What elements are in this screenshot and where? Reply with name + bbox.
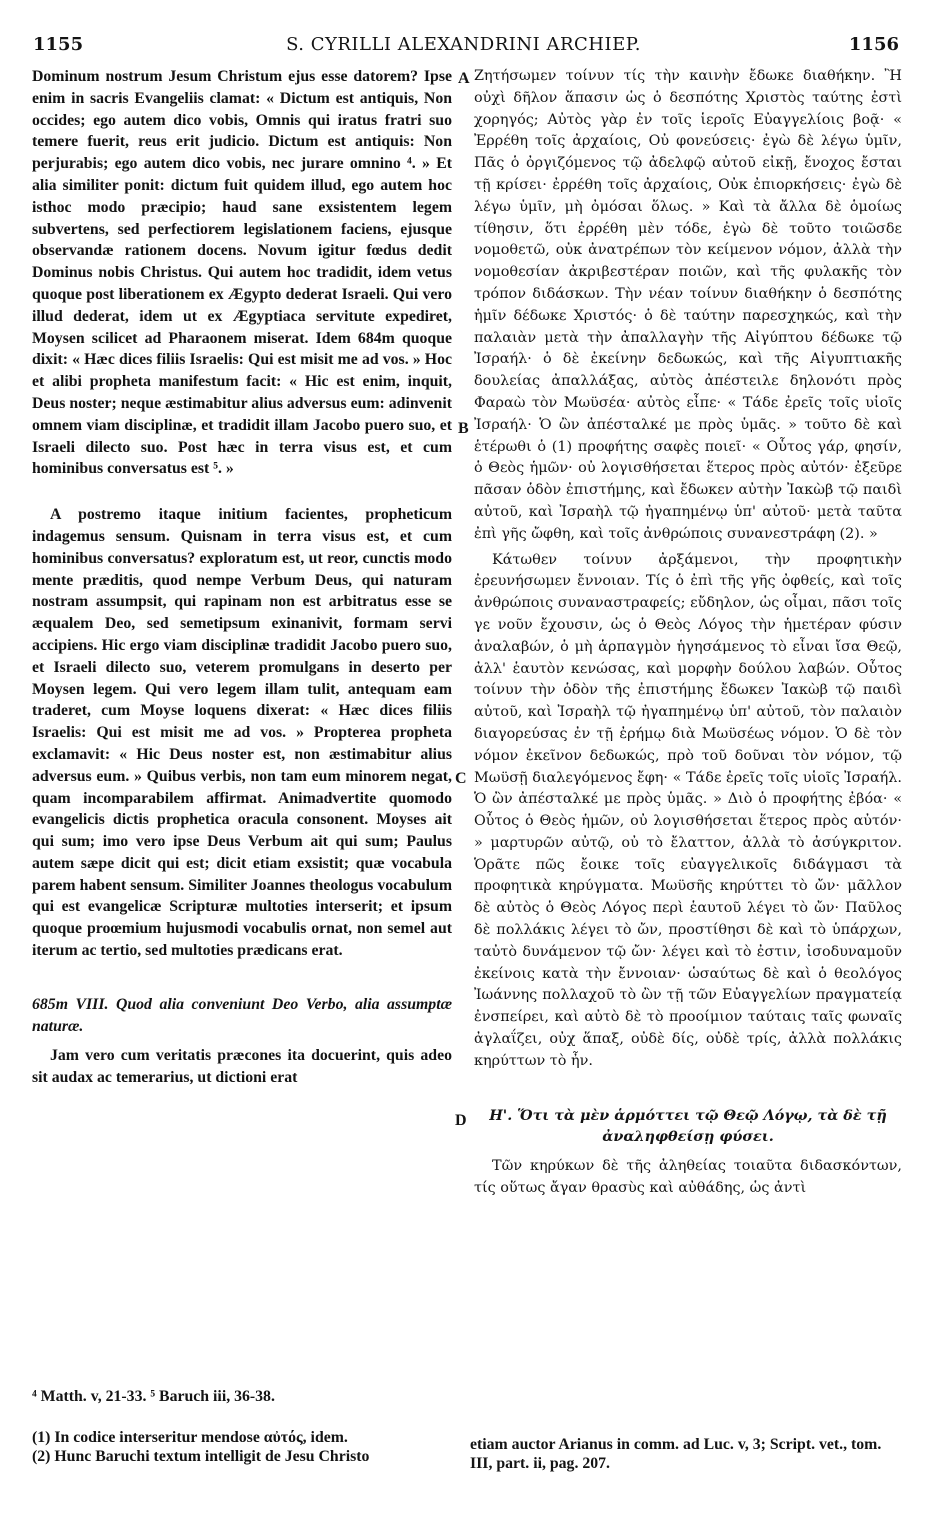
margin-letter-a: A	[458, 70, 470, 87]
greek-paragraph-1: Ζητήσωμεν τοίνυν τίς τὴν καινὴν ἔδωκε διαθήκην. Ἢ οὐχὶ δῆλον ἅπασιν ὡς ὁ δεσπότης Χριστὸς ταύτης ἐστὶ χορηγός; Αὐτὸς γὰρ ἐν τοῖς ἱεροῖς Εὐαγγελίοις βοᾷ· « Ἐρρέθη τοῖς ἀρχαίοις, Οὐ φονεύσεις· ἐγὼ δὲ λέγω ὑμῖν, Πᾶς ὁ ὀργιζόμενος τῷ ἀδελφῷ αὐτοῦ εἰκῇ, ἔνοχος ἔσται τῇ κρίσει· ἐρρέθη τοῖς ἀρχαίοις, Οὐκ ἐπιορκήσεις· ἐγὼ δὲ λέγω ὑμῖν, μὴ ὀμόσαι ὅλως. » Καὶ τὰ ἄλλα δὲ ὁμοίως τίθησιν, ὅτι ἐρρέθη μὲν τόδε, ἐγὼ δὲ τοῦτο τοιῶσδε νομοθετῶ, οὐκ ἀνατρέπων τὸν κείμενον νόμον, ἀλλὰ τὴν νομοθεσίαν ἀκριβεστέραν ποιῶν, καὶ τῆς φυλακῆς τὸν τρόπον διδάσκων. Τὴν νέαν τοίνυν διαθήκην ὁ δεσπότης ἡμῖν δέδωκε Χριστός· ὁ δὲ ταύτην παρεσχηκώς, καὶ τὴν παλαιὰν μετὰ τὴν ἀπαλλαγὴν τῆς Αἰγύπτου δέδωκε τῷ Ἰσραήλ· ὁ δὲ ἐκείνην δεδωκώς, καὶ τῆς Αἰγυπτιακῆς δουλείας ἀπαλλάξας, αὐτὸς ἀπέστειλε δηλονότι πρὸς Φαραὼ τὸν Μωϋσέα· αὐτὸς εἶπε· « Τάδε ἐρεῖς τοῖς υἱοῖς Ἰσραήλ· Ὁ ὢν ἀπέσταλκέ με πρὸς ὑμᾶς. » τοῦτο δὲ καὶ ἑτέρωθι ὁ (1) προφήτης σαφὲς ποιεῖ· « Οὗτος γάρ, φησίν, ὁ Θεὸς ἡμῶν· οὐ λογισθήσεται ἕτερος πρὸς αὐτόν· ἐξεῦρε πᾶσαν ὁδὸν ἐπιστήμης, καὶ ἔδωκεν αὐτὴν Ἰακὼβ τῷ παιδὶ αὐτοῦ, καὶ Ἰσραὴλ τῷ ἠγαπημένῳ ὑπ' αὐτοῦ· μετὰ ταῦτα ἐπὶ γῆς ὤφθη, καὶ τοῖς ἀνθρώποις συνανεστράφη (2). »	[474, 68, 902, 542]
scripture-references: ⁴ Matth. v, 21-33. ⁵ Baruch iii, 36-38.	[32, 1388, 275, 1405]
margin-letter-d: D	[455, 1112, 467, 1129]
footnote-2: (2) Hunc Baruchi textum intelligit de Jesu Christo	[32, 1448, 370, 1465]
greek-paragraph-3: Τῶν κηρύκων δὲ τῆς ἀληθείας τοιαῦτα διδασκόντων, τίς οὕτως ἄγαν θρασὺς καὶ αὐθάδης, ὡς ἀντὶ	[474, 1158, 902, 1197]
right-page-number: 1156	[848, 34, 899, 55]
greek-paragraph-2: Κάτωθεν τοίνυν ἀρξάμενοι, τὴν προφητικὴν ἐρευνήσωμεν ἔννοιαν. Τίς ὁ ἐπὶ τῆς γῆς ὀφθείς, καὶ τοῖς ἀνθρώποις συναναστραφείς; εὔδηλον, ὡς οἶμαι, πᾶσι τοῖς γε νοῦν ἔχουσιν, ὡς ὁ Θεὸς Λόγος τὴν ἡμετέραν φύσιν ἀναλαβών, ὁ μὴ ἁρπαγμὸν ἡγησάμενος τὸ εἶναι ἴσα Θεῷ, ἀλλ' ἑαυτὸν κενώσας, καὶ μορφὴν δούλου λαβών. Οὗτος τοίνυν τὴν ὁδὸν τῆς ἐπιστήμης ἔδωκεν Ἰακὼβ τῷ παιδὶ αὐτοῦ, καὶ Ἰσραὴλ τῷ ἠγαπημένῳ ὑπ' αὐτοῦ, τὸν παλαιὸν διαγορεύσας ἐν τῇ ἐρήμῳ διὰ Μωϋσέως νόμον. Ὁ δὲ τὸν νόμον ἐκεῖνον δεδωκώς, πρὸ τοῦ δοῦναι τὸν νόμον, τῷ Μωϋσῇ διαλεγόμενος ἔφη· « Τάδε ἐρεῖς τοῖς υἱοῖς Ἰσραήλ. Ὁ ὢν ἀπέσταλκέ με πρὸς ὑμᾶς. » Διὸ ὁ προφήτης ἐβόα· « Οὗτος ὁ Θεὸς ἡμῶν, οὐ λογισθήσεται ἕτερος πρὸς αὐτόν· » μαρτυρῶν αὐτῷ, οὐ τὸ ἔλαττον, ἀλλὰ τὸ ἀσύγκριτον. Ὁρᾶτε πῶς ἔοικε τοῖς εὐαγγελικοῖς διδάγμασι τὰ προφητικὰ κηρύγματα. Μωϋσῆς κηρύττει τὸ ὤν· μᾶλλον δὲ αὐτὸς ὁ Θεὸς Λόγος περὶ ἑαυτοῦ λέγει τὸ ὤν· Παῦλος δὲ πολλάκις λέγει τὸ ὤν, προστίθησι δὲ καὶ τὸ ὑπάρχων, ταὐτὸ δυνάμενον τῷ ὤν· λέγει καὶ τὸ ἐστιν, ἰσοδυναμοῦν ἐκείνοις κατὰ τὴν ἔννοιαν· ὡσαύτως δὲ καὶ ὁ θεολόγος Ἰωάννης πολλαχοῦ τὸ ὢν τῇ τῶν Εὐαγγελίων πραγματείᾳ ἐνσπείρει, καὶ αὐτὸ δὲ τὸ προοίμιον ταύταις ταῖς φωναῖς ἀγλαΐζει, οὐχ ἅπαξ, οὐδὲ δίς, οὐδὲ τρίς, ἀλλὰ πολλάκις κηρύττων τὸ ἦν.	[474, 551, 902, 1069]
greek-section-heading: Η'. Ὅτι τὰ μὲν ἁρμόττει τῷ Θεῷ Λόγῳ, τὰ δὲ τῇ ἀναληφθείσῃ φύσει.	[489, 1106, 887, 1146]
latin-section-heading: 685m VIII. Quod alia conveniunt Deo Verbo, alia assumptæ naturæ.	[32, 995, 452, 1035]
footnote-1: (1) In codice interseritur mendose αὐτός, idem.	[32, 1429, 348, 1446]
latin-paragraph-3: Jam vero cum veritatis præcones ita docuerint, quis adeo sit audax ac temerarius, ut dictioni erat	[32, 1047, 452, 1087]
margin-letter-b: B	[458, 420, 469, 437]
latin-paragraph-1: Dominum nostrum Jesum Christum ejus esse datorem? Ipse enim in sacris Evangeliis clamat: « Dictum est antiquis, Non occides; ego autem dico vobis, Omnis qui iratus fratri suo temere fuerit, reus erit judicio. Dictum est antiquis: Non perjurabis; ego autem dico vobis, nec jurare omnino ⁴. » Et alia similiter ponit: dictum fuit quidem illud, ego autem hoc isthoc modo præcipio; haud sane exsistentem legem subvertens, sed perfectiorem legislationem faciens, ejusque observandæ rationem docens. Novum igitur fœdus dedit Dominus nobis Christus. Qui autem hoc tradidit, idem vetus quoque post liberationem ex Ægypto dederat Israeli. Qui vero illud dederat, idem ut ex Ægyptiaca servitute expediret, Moysen scilicet ad Pharaonem miserat. Idem 684m quoque dixit: « Hæc dices filiis Israelis: Qui est misit me ad vos. » Hoc et alibi propheta manifestum facit: « Hic est enim, inquit, Deus noster; neque æstimabitur alius adversus eum: adinvenit omnem viam disciplinæ, et tradidit illam Jacobo puero suo, et Israeli dilecto suo. Post hæc in terra visus est, et cum hominibus conversatus est ⁵. »	[32, 68, 452, 478]
running-title: S. CYRILLI ALEXANDRINI ARCHIEP.	[286, 34, 641, 55]
latin-paragraph-2: A postremo itaque initium facientes, propheticum indagemus sensum. Quisnam in terra visus est, et cum hominibus conversatus? exploratum est, ut reor, cunctis modo mente præditis, quod nempe Verbum Deus, qui naturam nostram assumpsit, qui rapinam non est arbitratus esse se æqualem Deo, sed semetipsum exinanivit, formam servi accipiens. Hic ergo viam disciplinæ tradidit Jacobo puero suo, et Israeli dilecto suo, veterem promulgans in deserto per Moysen legem. Qui vero legem illam tulit, antequam eam traderet, cum Moyse loquens dixerat: « Hæc dices filiis Israelis: Qui est misit me ad vos. » Propterea propheta exclamavit: « Hic Deus noster est, non æstimabitur alius adversus eum. » Quibus verbis, non tam eum minorem negat, quam incomparabilem affirmat. Animadvertite quomodo evangelicis dictis prophetica oracula consonent. Moyses ait qui sum; imo vero ipse Deus Verbum ait qui sum; Paulus autem sæpe dicit qui est; dicit etiam exsistit; quæ vocabula parem habent sensum. Similiter Joannes theologus vocabulum qui est evangelicæ Scripturæ multoties interserit; et ipsum quoque proœmium hujusmodi vocabulis ornat, non semel aut iterum ac tertio, sed multoties prædicans erat.	[32, 506, 452, 960]
footnote-continuation: etiam auctor Arianus in comm. ad Luc. v, 3; Script. vet., tom. III, part. ii, pag. 207.	[470, 1436, 882, 1472]
greek-column	[474, 66, 902, 1200]
margin-letter-c: C	[455, 770, 467, 787]
left-page-number: 1155	[33, 34, 84, 55]
footnotes	[32, 1388, 452, 1466]
latin-column	[32, 66, 452, 1089]
